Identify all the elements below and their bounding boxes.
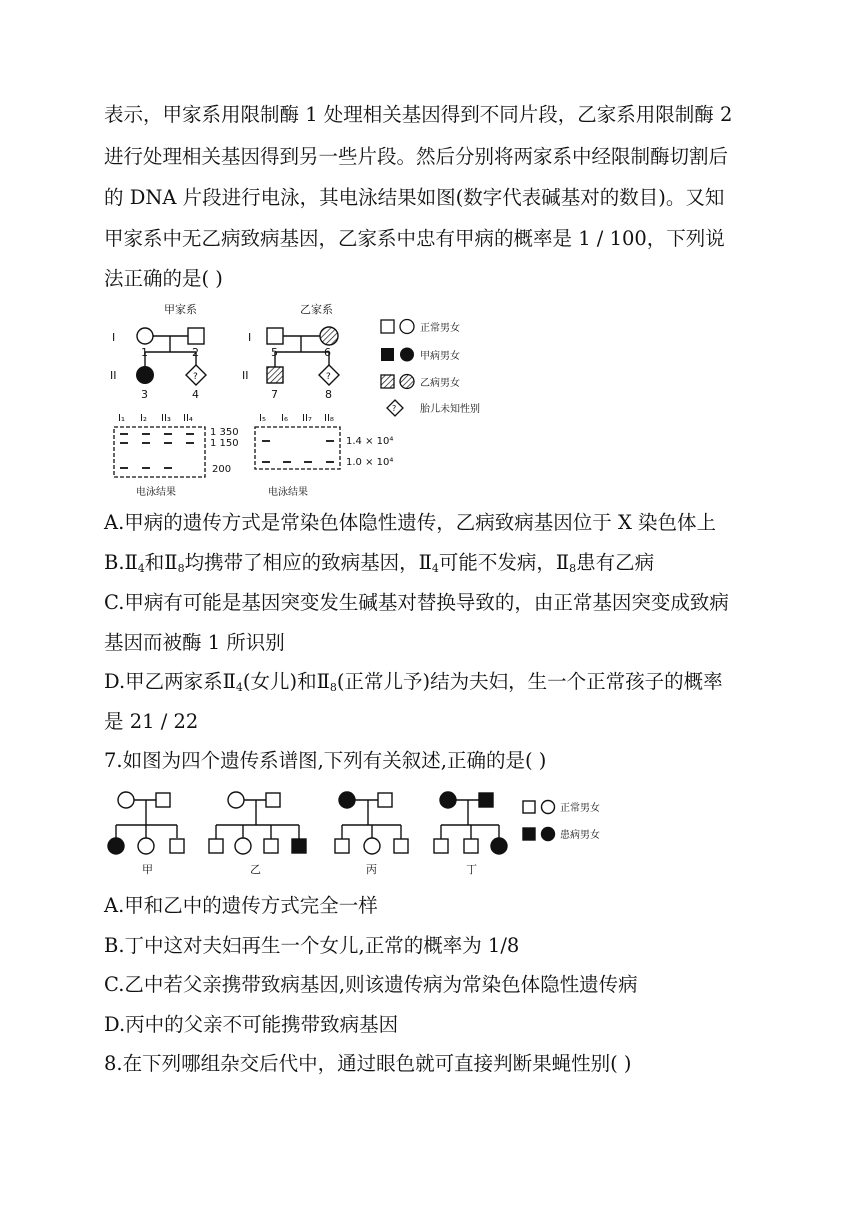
legend-normal-female-icon (400, 320, 414, 334)
q7-legend-normal-male-icon (523, 801, 535, 813)
gel-a-lane-2: I₂ (140, 413, 147, 424)
gel-a-size-2: 1 150 (210, 438, 239, 449)
gen-label-1a: I (112, 331, 116, 344)
intro-line-4: 甲家系中无乙病致病基因，乙家系中忠有甲病的概率是 1 / 100，下列说 (104, 227, 725, 250)
gel-a-size-3: 200 (212, 464, 232, 475)
legend-disease-a: 甲病男女 (420, 351, 460, 362)
yi-child-4 (292, 839, 306, 853)
gel-b-lane-3: II₇ (302, 413, 312, 424)
q6-option-c-line-2: 基因而被酶 1 所识别 (104, 631, 285, 654)
gel-b-lane-1: I₅ (259, 413, 266, 424)
label-n3: 3 (141, 388, 148, 401)
label-n2: 2 (192, 346, 199, 359)
gel-b-caption: 电泳结果 (268, 487, 308, 498)
yi-child-2 (235, 838, 251, 854)
intro-line-3: 的 DNA 片段进行电泳，其电泳结果如图(数字代表碱基对的数目)。又知 (104, 186, 725, 209)
pedigree-label-yi: 乙 (250, 863, 261, 876)
legend-fetus: 胎儿未知性别 (420, 404, 480, 415)
q7-option-a: A.甲和乙中的遗传方式完全一样 (104, 894, 378, 917)
intro-line-5: 法正确的是( ) (104, 267, 223, 290)
ding-child-2 (464, 839, 478, 853)
family-b-title: 乙家系 (300, 303, 333, 316)
q7-legend-normal: 正常男女 (560, 803, 600, 814)
legend-fetus-mark: ? (392, 404, 397, 413)
individual-3 (136, 366, 154, 384)
jia-mother (118, 792, 134, 808)
gel-a-caption: 电泳结果 (136, 487, 176, 498)
q7-stem: 7.如图为四个遗传系谱图,下列有关叙述,正确的是( ) (104, 749, 547, 772)
pedigree-label-ding: 丁 (466, 863, 477, 876)
intro-line-1: 表示，甲家系用限制酶 1 处理相关基因得到不同片段，乙家系用限制酶 2 (104, 103, 733, 126)
q7-option-c: C.乙中若父亲携带致病基因,则该遗传病为常染色体隐性遗传病 (104, 973, 638, 996)
label-n4: 4 (192, 388, 199, 401)
individual-7 (267, 367, 283, 383)
label-n7: 7 (271, 388, 278, 401)
legend-normal: 正常男女 (420, 323, 460, 334)
q6-option-b: $B.Ⅱ_4$和$Ⅱ_8$均携带了相应的致病基因，$Ⅱ_4$可能不发病，$Ⅱ_8$患有乙病 (104, 551, 655, 575)
legend-disease-b: 乙病男女 (420, 378, 460, 389)
jia-child-3 (170, 839, 184, 853)
q6-option-c-line-1: C.甲病有可能是基因突变发生碱基对替换导致的，由正常基因突变成致病 (104, 591, 729, 614)
legend-normal-male-icon (381, 320, 394, 333)
q7-legend-affected-female-icon (542, 828, 555, 841)
gel-b-lane-4: II₈ (324, 413, 334, 424)
gel-b-lane-2: I₆ (281, 413, 288, 424)
bing-mother (339, 792, 355, 808)
legend-disease-b-female-icon (400, 375, 414, 389)
gel-b-size-2: 1.0 × 10⁴ (346, 457, 394, 468)
yi-child-1 (209, 839, 223, 853)
gen-label-2a: II (110, 369, 117, 382)
q7-legend-normal-female-icon (542, 801, 555, 814)
label-n6: 6 (324, 346, 331, 359)
gel-a-lane-1: I₁ (118, 413, 125, 424)
unknown-8: ? (326, 372, 331, 382)
pedigree-electrophoresis-figure (100, 298, 520, 503)
q6-option-d-line-2: 是 21 / 22 (104, 710, 199, 733)
bing-child-1 (335, 839, 349, 853)
family-a-title: 甲家系 (164, 303, 197, 316)
intro-line-2: 进行处理相关基因得到另一些片段。然后分别将两家系中经限制酶切割后 (104, 145, 729, 168)
q7-legend-affected: 患病男女 (560, 830, 600, 841)
yi-child-3 (264, 839, 278, 853)
individual-2 (188, 328, 204, 344)
gen-label-1b: I (248, 331, 252, 344)
gel-b-size-1: 1.4 × 10⁴ (346, 436, 394, 447)
gel-a-lane-3: II₃ (161, 413, 171, 424)
ding-mother (440, 792, 456, 808)
legend-disease-b-male-icon (381, 375, 394, 388)
individual-5 (267, 328, 283, 344)
ding-child-1 (434, 839, 448, 853)
pedigree-label-jia: 甲 (142, 863, 153, 876)
bing-child-3 (394, 839, 408, 853)
individual-1 (137, 328, 153, 344)
jia-child-1 (108, 838, 124, 854)
q8-stem: 8.在下列哪组杂交后代中，通过眼色就可直接判断果蝇性别( ) (104, 1052, 632, 1075)
label-n1: 1 (141, 346, 148, 359)
q6-option-a: A.甲病的遗传方式是常染色体隐性遗传，乙病致病基因位于 X 染色体上 (104, 511, 717, 534)
legend-disease-a-male-icon (381, 348, 394, 361)
label-n8: 8 (325, 388, 332, 401)
q7-option-b: B.丁中这对夫妇再生一个女儿,正常的概率为 1/8 (104, 934, 520, 957)
q7-option-d: D.丙中的父亲不可能携带致病基因 (104, 1013, 399, 1036)
gen-label-2b: II (242, 369, 249, 382)
jia-child-2 (138, 838, 154, 854)
bing-child-2 (364, 838, 380, 854)
individual-6 (320, 327, 338, 345)
gel-a-lane-4: II₄ (183, 413, 193, 424)
yi-mother (228, 792, 244, 808)
bing-father (378, 793, 392, 807)
ding-father (479, 793, 493, 807)
q6-option-d-line-1: D.甲乙两家系$Ⅱ_4$(女儿)和$Ⅱ_8$(正常儿予)结为夫妇，生一个正常孩子的概率 (104, 670, 723, 694)
gel-a-size-1: 1 350 (210, 427, 239, 438)
label-n5: 5 (271, 346, 278, 359)
legend-disease-a-female-icon (400, 348, 414, 362)
ding-child-3 (491, 838, 507, 854)
four-pedigrees-figure (104, 785, 624, 880)
yi-father (266, 793, 280, 807)
jia-father (156, 793, 170, 807)
unknown-4: ? (193, 372, 198, 382)
q7-legend-affected-male-icon (523, 828, 535, 840)
pedigree-label-bing: 丙 (366, 863, 377, 876)
